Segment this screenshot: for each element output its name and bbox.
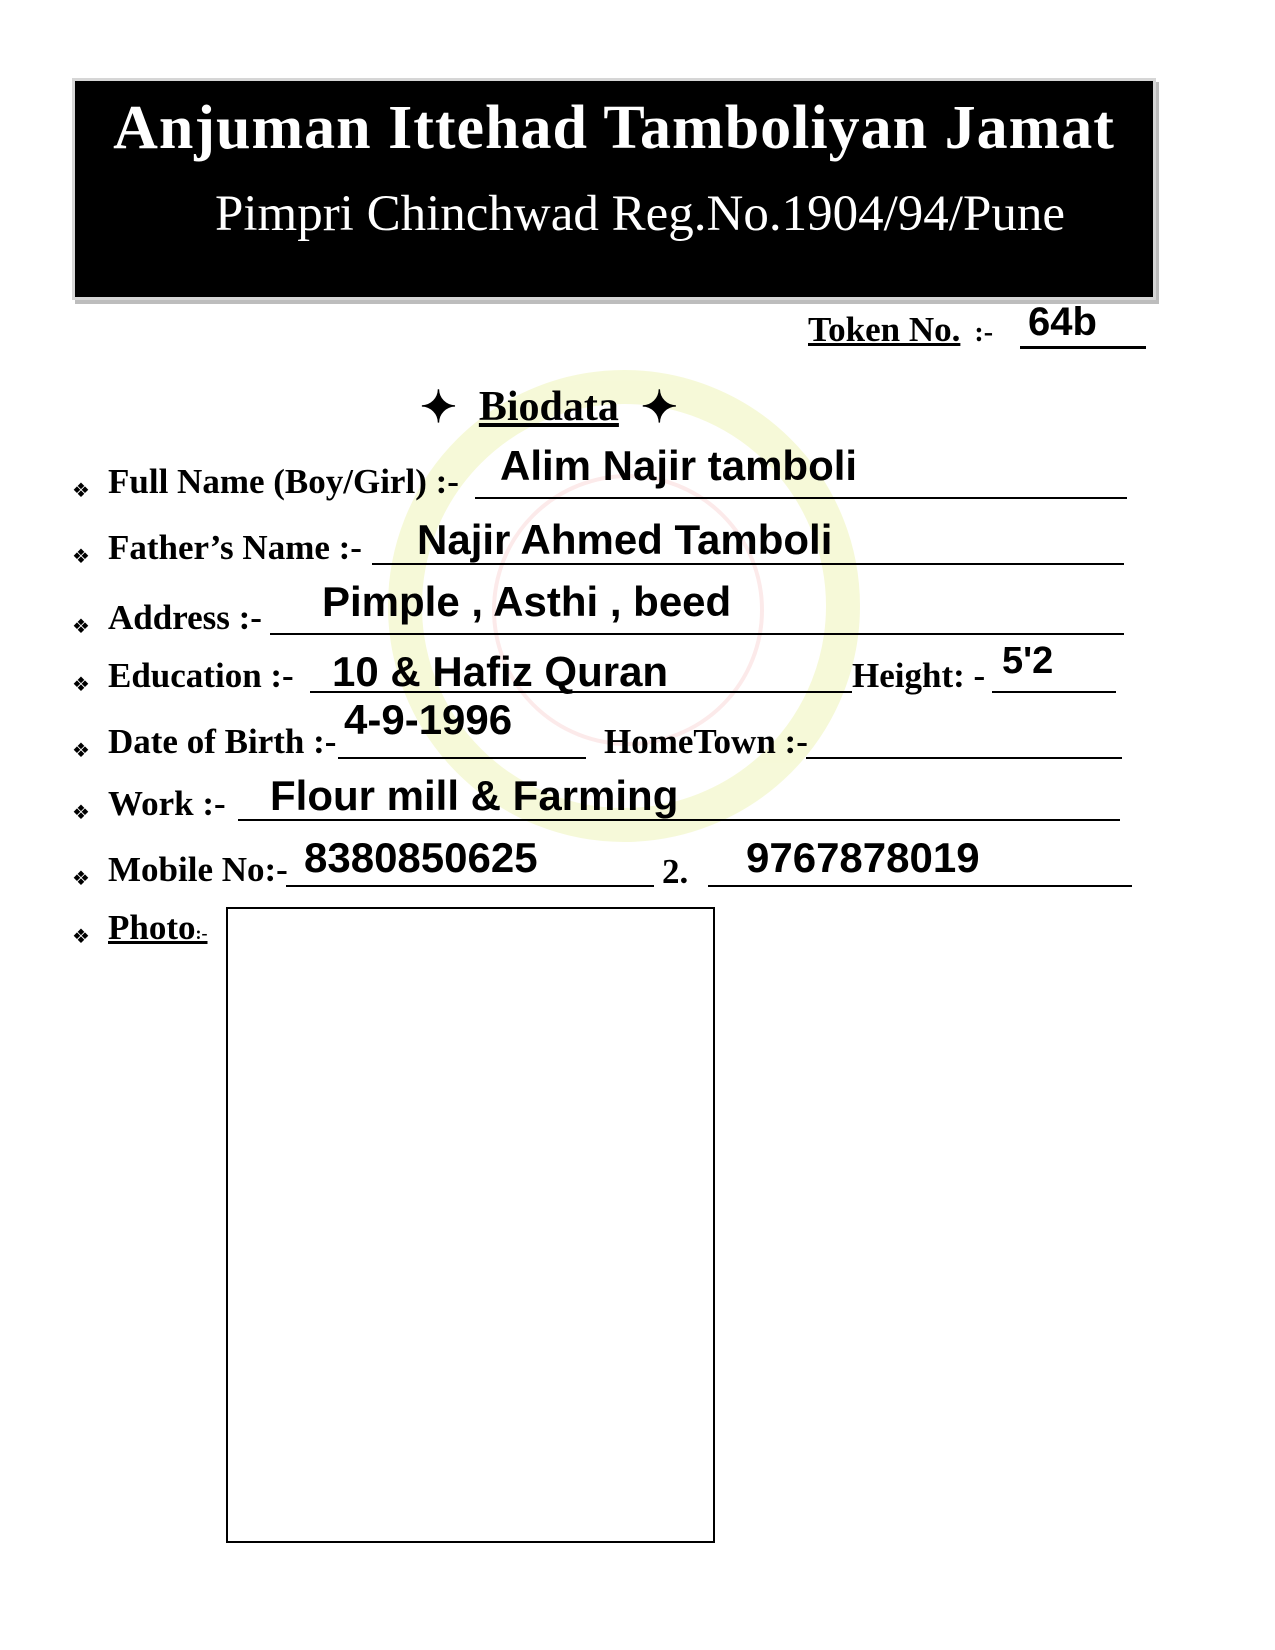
mobile-underline: [286, 884, 654, 887]
dob-label: Date of Birth :-: [108, 722, 337, 761]
token-label: Token No.: [808, 310, 961, 349]
height-label: Height: -: [852, 656, 986, 695]
diamond-bullet-icon: ❖: [72, 480, 90, 502]
work-label: Work :-: [108, 784, 226, 823]
dob-field[interactable]: 4-9-1996: [344, 696, 513, 743]
biodata-heading: [420, 380, 678, 433]
photo-label: [108, 908, 208, 948]
mobile-second-label: 2.: [662, 852, 689, 891]
token-value[interactable]: 64b: [1020, 300, 1146, 349]
diamond-bullet-icon: ❖: [72, 740, 90, 762]
education-label: Education :-: [108, 656, 294, 695]
hometown-underline: [806, 756, 1122, 759]
organization-name: Anjuman Ittehad Tamboliyan Jamat: [113, 94, 1115, 162]
diamond-bullet-icon: ❖: [72, 926, 90, 948]
father-name-row: [72, 516, 1132, 578]
photo-label-text: Photo: [108, 908, 196, 947]
token-separator: :-: [974, 317, 994, 348]
work-field[interactable]: Flour mill & Farming: [270, 772, 679, 819]
address-field[interactable]: Pimple , Asthi , beed: [322, 578, 732, 625]
mobile-field[interactable]: 8380850625: [304, 834, 538, 881]
height-underline: [992, 690, 1116, 693]
address-label: Address :-: [108, 598, 262, 637]
dob-underline: [338, 756, 586, 759]
token-number: [808, 300, 1097, 350]
diamond-bullet-icon: ❖: [72, 802, 90, 824]
address-underline: [270, 632, 1124, 635]
photo-label-suffix: :-: [195, 923, 208, 943]
height-field[interactable]: 5'2: [1002, 640, 1054, 682]
hometown-label: HomeTown :-: [604, 722, 808, 761]
star-icon: ✦: [420, 382, 457, 432]
registration-subtitle: Pimpri Chinchwad Reg.No.1904/94/Pune: [215, 186, 1065, 242]
diamond-bullet-icon: ❖: [72, 546, 90, 568]
biodata-title: Biodata: [478, 384, 619, 431]
mobile-row: [72, 834, 1132, 900]
organization-header: [72, 78, 1156, 300]
diamond-bullet-icon: ❖: [72, 868, 90, 890]
mobile-second-underline: [708, 884, 1132, 887]
diamond-bullet-icon: ❖: [72, 616, 90, 638]
education-row: [72, 640, 1132, 706]
mobile-second-field[interactable]: 9767878019: [746, 834, 980, 881]
full-name-row: [72, 442, 1132, 512]
star-icon: ✦: [640, 382, 678, 432]
photo-box[interactable]: [226, 907, 715, 1543]
full-name-underline: [475, 496, 1127, 499]
address-row: [72, 578, 1132, 648]
dob-row: [72, 696, 1132, 772]
work-row: [72, 772, 1132, 834]
full-name-label: Full Name (Boy/Girl) :-: [108, 462, 459, 501]
father-name-field[interactable]: Najir Ahmed Tamboli: [417, 516, 833, 563]
diamond-bullet-icon: ❖: [72, 674, 90, 696]
mobile-label: Mobile No:-: [108, 850, 288, 889]
father-name-label: Father’s Name :-: [108, 528, 362, 567]
full-name-field[interactable]: Alim Najir tamboli: [500, 442, 858, 489]
education-field[interactable]: 10 & Hafiz Quran: [332, 648, 669, 695]
